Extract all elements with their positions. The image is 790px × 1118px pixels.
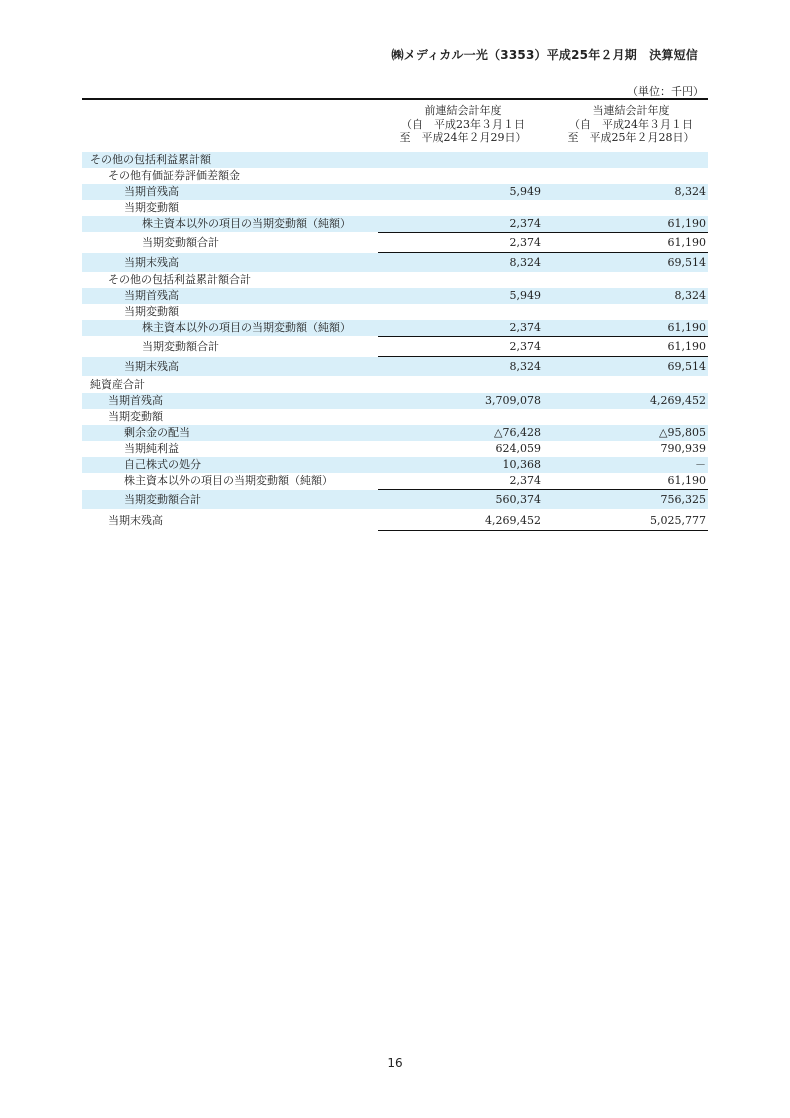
row-label: 株主資本以外の項目の当期変動額（純額） <box>124 474 333 487</box>
table-row <box>82 320 708 336</box>
value-previous: 8,324 <box>509 256 541 269</box>
value-current: 69,514 <box>667 360 706 373</box>
table-row <box>82 233 708 252</box>
closing-rule <box>378 530 708 531</box>
value-current: 4,269,452 <box>650 394 706 407</box>
row-label: 純資産合計 <box>90 378 145 391</box>
row-label: その他有価証券評価差額金 <box>108 169 240 182</box>
period-from: （自 平成23年３月１日 <box>401 117 525 131</box>
table-row <box>82 393 708 409</box>
value-current: △95,805 <box>659 426 706 439</box>
table-row <box>82 377 708 393</box>
unit-label: （単位：千円） <box>627 85 704 98</box>
value-previous: 3,709,078 <box>485 394 541 407</box>
column-title: 当連結会計年度 <box>592 104 670 117</box>
value-previous: 624,059 <box>495 442 541 455</box>
row-label: 当期末残高 <box>108 514 163 527</box>
row-label: 剰余金の配当 <box>124 426 190 439</box>
row-label: 株主資本以外の項目の当期変動額（純額） <box>142 321 351 334</box>
value-previous: 4,269,452 <box>485 514 541 527</box>
table-row <box>82 457 708 473</box>
value-previous: 2,374 <box>509 340 541 353</box>
table-row <box>82 184 708 200</box>
value-previous: 8,324 <box>509 360 541 373</box>
equity-changes-table <box>82 152 708 531</box>
value-previous: 5,949 <box>509 289 541 302</box>
value-previous: 5,949 <box>509 185 541 198</box>
value-previous: 2,374 <box>509 474 541 487</box>
row-label: 当期変動額 <box>108 410 163 423</box>
value-current: 8,324 <box>674 289 706 302</box>
value-previous: 2,374 <box>509 321 541 334</box>
row-label: その他の包括利益累計額 <box>90 153 211 166</box>
row-label: 当期変動額合計 <box>124 493 201 506</box>
column-header-previous-year <box>388 104 538 145</box>
table-row <box>82 200 708 216</box>
table-row <box>82 272 708 288</box>
table-row <box>82 253 708 272</box>
row-label: 当期首残高 <box>124 185 179 198</box>
table-row <box>82 337 708 356</box>
value-current: 756,325 <box>660 493 706 506</box>
row-label: 当期首残高 <box>124 289 179 302</box>
row-label: 当期首残高 <box>108 394 163 407</box>
value-current: 61,190 <box>667 474 706 487</box>
table-row <box>82 425 708 441</box>
table-row <box>82 441 708 457</box>
table-row <box>82 288 708 304</box>
row-label: 当期変動額 <box>124 201 179 214</box>
document-header: ㈱メディカル一光（3353）平成25年２月期 決算短信 <box>391 48 698 62</box>
table-row <box>82 511 708 530</box>
row-label: 当期純利益 <box>124 442 179 455</box>
row-label: 当期変動額合計 <box>142 236 219 249</box>
value-current: 61,190 <box>667 236 706 249</box>
value-current: 61,190 <box>667 340 706 353</box>
row-label: 当期変動額合計 <box>142 340 219 353</box>
column-title: 前連結会計年度 <box>424 104 502 117</box>
value-previous: △76,428 <box>494 426 541 439</box>
column-header-current-year <box>556 104 706 145</box>
table-row <box>82 304 708 320</box>
value-current: － <box>695 458 706 471</box>
value-previous: 560,374 <box>495 493 541 506</box>
period-to: 至 平成24年２月29日） <box>399 131 527 144</box>
value-previous: 10,368 <box>502 458 541 471</box>
table-row <box>82 152 708 168</box>
value-current: 5,025,777 <box>650 514 706 527</box>
table-row <box>82 409 708 425</box>
value-current: 790,939 <box>660 442 706 455</box>
row-label: 自己株式の処分 <box>124 458 201 471</box>
table-top-rule <box>82 98 708 100</box>
period-to: 至 平成25年２月28日） <box>567 131 695 144</box>
row-label: その他の包括利益累計額合計 <box>108 273 251 286</box>
value-current: 69,514 <box>667 256 706 269</box>
table-row <box>82 168 708 184</box>
table-row <box>82 490 708 509</box>
page-number: 16 <box>387 1056 403 1070</box>
row-label: 当期末残高 <box>124 256 179 269</box>
table-row <box>82 357 708 376</box>
value-previous: 2,374 <box>509 217 541 230</box>
value-previous: 2,374 <box>509 236 541 249</box>
value-current: 8,324 <box>674 185 706 198</box>
row-label: 当期末残高 <box>124 360 179 373</box>
table-row <box>82 473 708 489</box>
value-current: 61,190 <box>667 217 706 230</box>
value-current: 61,190 <box>667 321 706 334</box>
table-row <box>82 216 708 232</box>
row-label: 当期変動額 <box>124 305 179 318</box>
row-label: 株主資本以外の項目の当期変動額（純額） <box>142 217 351 230</box>
period-from: （自 平成24年３月１日 <box>569 117 693 131</box>
